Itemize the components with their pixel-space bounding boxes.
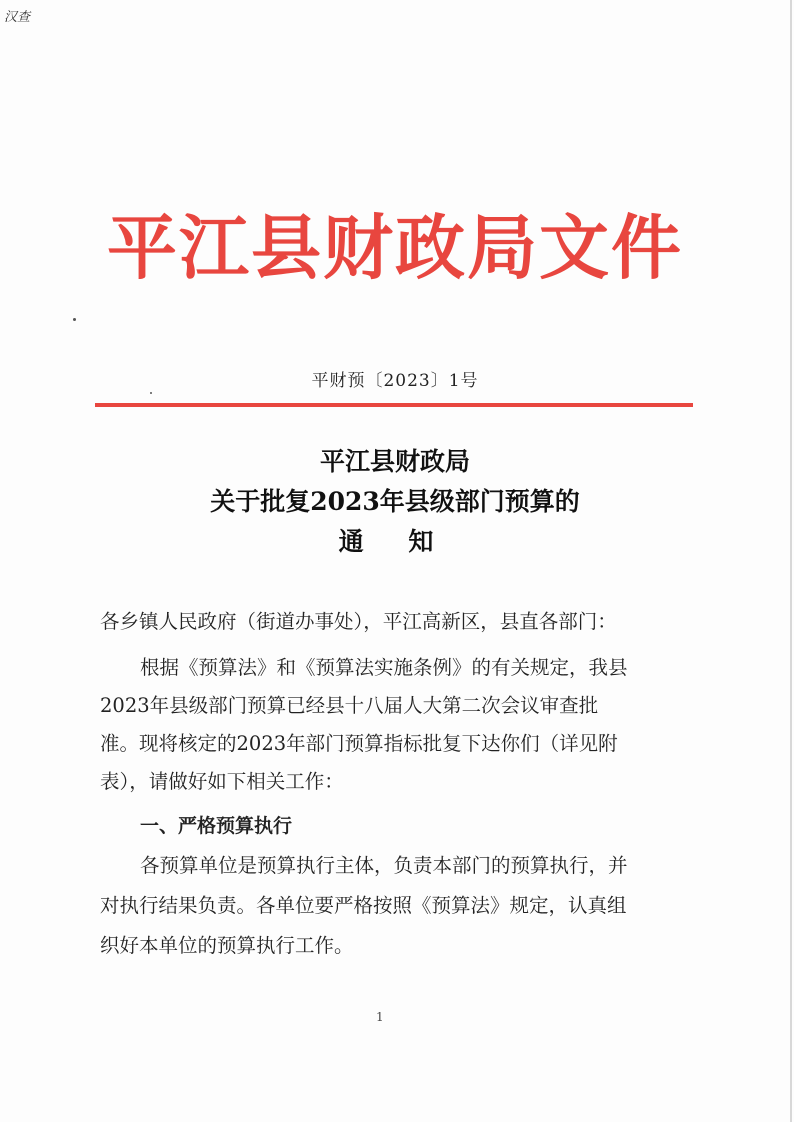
title-line-3: 通 知 (338, 527, 452, 556)
handwritten-note: 汉查 (4, 10, 31, 25)
masthead-title: 平江县财政局文件 (107, 207, 683, 289)
paragraph-line: 各预算单位是预算执行主体，负责本部门的预算执行，并 (140, 854, 628, 877)
page-number: 1 (376, 1010, 384, 1024)
document-number: 平财预〔2023〕1号 (311, 371, 479, 391)
title-line-2: 关于批复2023年县级部门预算的 (210, 487, 580, 516)
section-heading: 一、严格预算执行 (140, 815, 293, 837)
scan-speck (73, 318, 76, 321)
scan-speck (150, 392, 152, 394)
title-line-1: 平江县财政局 (319, 447, 470, 476)
paragraph-line: 根据《预算法》和《预算法实施条例》的有关规定，我县 (140, 656, 628, 679)
paragraph-line: 对执行结果负责。各单位要严格按照《预算法》规定，认真组 (100, 894, 627, 917)
paragraph-line: 2023年县级部门预算已经县十八届人大第二次会议审查批 (100, 694, 599, 717)
addressee-line: 各乡镇人民政府（街道办事处），平江高新区，县直各部门： (100, 610, 617, 633)
red-divider (95, 403, 693, 407)
paragraph-line: 准。现将核定的2023年部门预算指标批复下达你们（详见附 (100, 732, 618, 755)
scan-edge (790, 0, 792, 1122)
paragraph-line: 织好本单位的预算执行工作。 (100, 934, 354, 957)
paragraph-line: 表），请做好如下相关工作： (100, 770, 344, 793)
